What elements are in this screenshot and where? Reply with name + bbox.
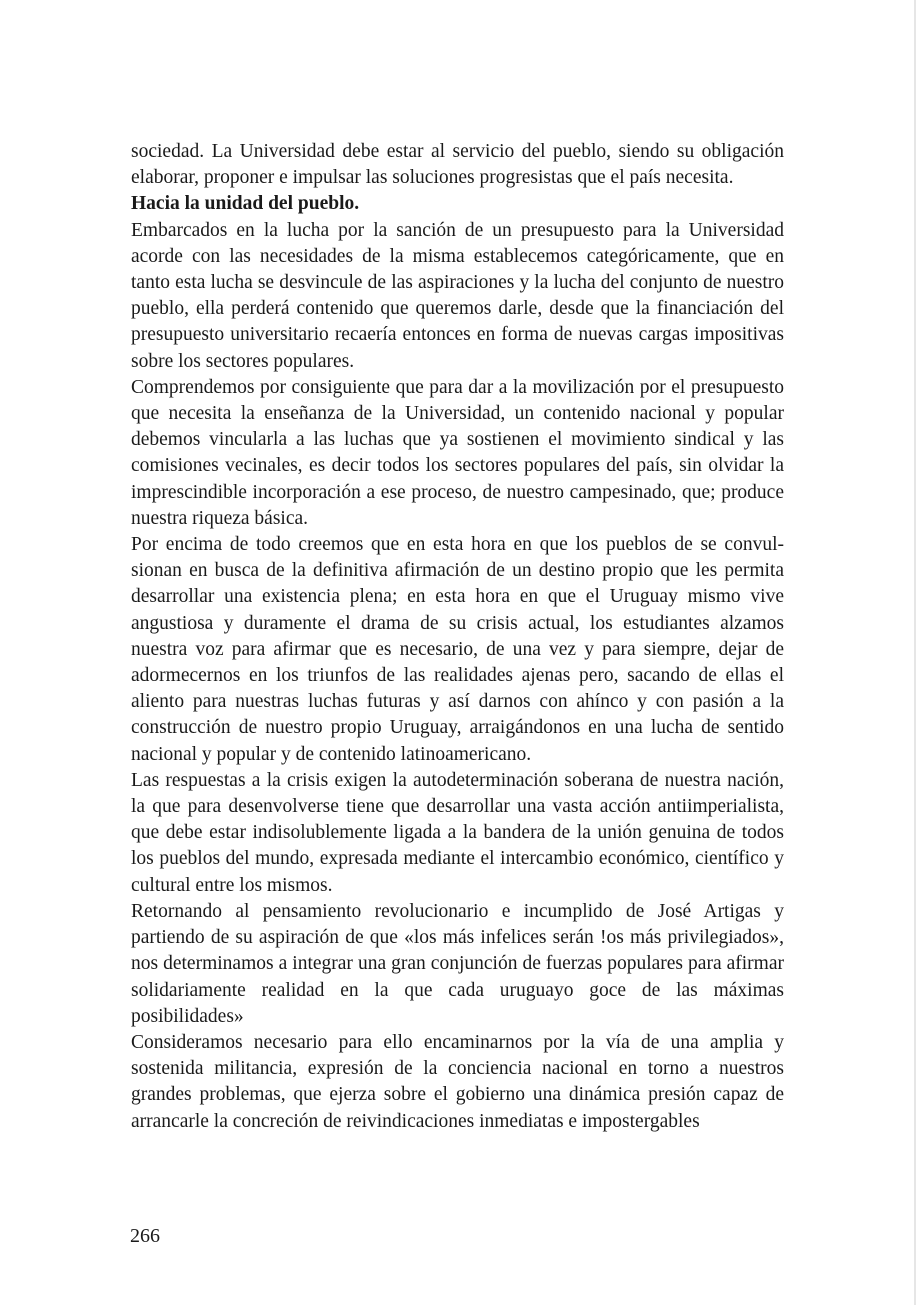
paragraph: Las respuestas a la crisis exigen la autodeterminación soberana de nuestra nación, la que para desenvolverse tiene que desarrollar una vasta acción antiimperialista, que debe estar indisolublemente ligada a la bandera de la unión genuina de todos los pueblos del mundo, expresada mediante el intercambio económico, científico y cultural entre los mismos. [131, 769, 784, 896]
paragraph: Retornando al pensamiento revolucionario e incumplido de José Artigas y partiendo de su aspiración de que «los más infelices serán !os más privilegiados», nos determinamos a integrar una gran conjunción de fuerzas populares para afirmar solidariamente realidad en la que cada uruguayo goce de las máximas posibilidades» [131, 900, 784, 1027]
body-text [131, 139, 784, 1135]
paragraph: Comprendemos por consiguiente que para dar a la movilización por el presupuesto que necesita la enseñanza de la Universidad, un contenido nacional y popular debemos vincularla a las luchas que ya sostienen el movimiento sindical y las comisiones vecinales, es decir todos los sectores populares del país, sin olvidar la imprescindible incorporación a ese proceso, de nuestro campesinado, que; produce nuestra riqueza básica. [131, 376, 784, 529]
paragraph: Embarcados en la lucha por la sanción de un presupuesto para la Universidad acorde con las necesidades de la misma establecemos categóricamente, que en tanto esta lucha se desvincule de las aspiraciones y la lucha del conjunto de nuestro pueblo, ella perderá contenido que queremos darle, desde que la financiación del presupuesto universitario recaería entonces en forma de nuevas cargas impositivas sobre los sectores populares. [131, 219, 784, 372]
paragraph-continuation: sociedad. La Universidad debe estar al servicio del pueblo, siendo su obligación elaborar, proponer e impulsar las soluciones progresistas que el país necesita. [131, 141, 784, 189]
page-number: 266 [130, 1225, 160, 1247]
paragraph: Consideramos necesario para ello encaminarnos por la vía de una amplia y sostenida militancia, expresión de la conciencia nacional en torno a nuestros grandes problemas, que ejerza sobre el gobierno una dinámica presión capaz de arrancarle la concreción de reivindicaciones inmediatas e impostergables [131, 1031, 784, 1132]
paragraph: Por encima de todo creemos que en esta hora en que los pueblos de se convulsionan en busca de la definitiva afirmación de un destino propio que les permita desarrollar una existencia plena; en esta hora en que el Uruguay mismo vive angustiosa y duramente el drama de su crisis actual, los estudiantes alzamos nuestra voz para afirmar que es necesario, de una vez y para siempre, dejar de adormecernos en los triunfos de las realidades ajenas pero, sacando de ellas el aliento para nuestras luchas futuras y así darnos con ahínco y con pasión a la construcción de nuestro propio Uruguay, arraigándonos en una lucha de sentido nacional y popular y de contenido latinoamericano. [131, 534, 784, 765]
section-heading: Hacia la unidad del pueblo. [131, 193, 360, 215]
